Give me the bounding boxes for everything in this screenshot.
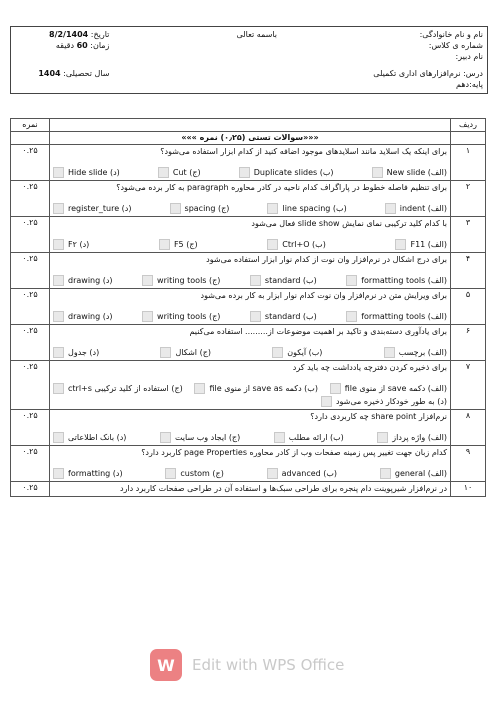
answer-options: [53, 202, 447, 215]
answer-checkbox[interactable]: [250, 311, 261, 322]
question-row: [11, 181, 486, 217]
answer-option-label: (د) F۲: [68, 240, 90, 249]
answer-checkbox[interactable]: [53, 432, 64, 443]
answer-checkbox[interactable]: [53, 275, 64, 286]
answer-option[interactable]: [267, 238, 326, 251]
question-text: برای تنظیم فاصله خطوط در پاراگراف کدام ناحیه در کادر محاوره paragraph به کار برده می‌شود؟: [116, 183, 447, 192]
grade-label: پایه:دهم: [456, 80, 483, 89]
question-cell: [50, 446, 451, 482]
answer-option[interactable]: [165, 467, 223, 480]
answer-option-label: (د) formatting: [68, 469, 123, 478]
answer-checkbox[interactable]: [250, 275, 261, 286]
answer-checkbox[interactable]: [267, 468, 278, 479]
question-score: ۰.۲۵: [11, 145, 50, 181]
answer-option-label: (ب) Ctrl+O: [282, 240, 326, 249]
answer-option-label: (ب) آیکون: [287, 348, 323, 357]
question-score: ۰.۲۵: [11, 325, 50, 361]
answer-checkbox[interactable]: [385, 203, 396, 214]
answer-option[interactable]: [160, 431, 240, 444]
answer-checkbox[interactable]: [53, 311, 64, 322]
exam-date: [49, 29, 109, 40]
answer-option[interactable]: [377, 431, 447, 444]
answer-option-label: (الف) دکمه save از منوی file: [344, 384, 447, 393]
question-number: ۹: [451, 446, 486, 482]
question-score: ۰.۲۵: [11, 289, 50, 325]
question-number: ۵: [451, 289, 486, 325]
answer-option[interactable]: [142, 274, 220, 287]
answer-option-label: (د) drawing: [68, 276, 113, 285]
name-label: نام و نام خانوادگی:: [419, 30, 483, 39]
answer-option-label: (د) register_ture: [68, 204, 132, 213]
question-number: ۱۰: [451, 482, 486, 497]
question-cell: [50, 325, 451, 361]
answer-option[interactable]: [53, 202, 131, 215]
table-header-row: [11, 119, 486, 132]
question-row: [11, 145, 486, 181]
question-text: برای یادآوری دسته‌بندی و تاکید بر اهمیت موضوعات از......... استفاده می‌کنیم: [189, 327, 447, 336]
question-score: ۰.۲۵: [11, 181, 50, 217]
date-label: تاریخ:: [90, 30, 110, 39]
answer-option[interactable]: [239, 166, 334, 179]
answer-option-label: (الف) formatting tools: [361, 312, 447, 321]
answer-option[interactable]: [53, 310, 113, 323]
answer-option-label: (ج) custom: [180, 469, 224, 478]
answer-checkbox[interactable]: [53, 203, 64, 214]
answer-option[interactable]: [384, 346, 447, 359]
answer-option[interactable]: [272, 346, 322, 359]
answer-options: [53, 467, 447, 480]
question-score: ۰.۲۵: [11, 410, 50, 446]
answer-option-label: (ج) spacing: [184, 204, 230, 213]
question-cell: [50, 361, 451, 410]
question-number: ۲: [451, 181, 486, 217]
answer-option[interactable]: [170, 202, 230, 215]
answer-checkbox[interactable]: [53, 468, 64, 479]
question-cell: [50, 217, 451, 253]
answer-checkbox[interactable]: [267, 239, 278, 250]
question-text: برای ذخیره کردن دفترچه یادداشت چه باید کرد: [292, 363, 447, 372]
answer-checkbox[interactable]: [194, 383, 205, 394]
bismillah: باسمه تعالی: [236, 30, 277, 39]
answer-option-label: (ج) استفاده از کلید ترکیبی ctrl+s: [68, 384, 183, 393]
question-score: ۰.۲۵: [11, 361, 50, 410]
question-cell: [50, 482, 451, 497]
question-score: ۰.۲۵: [11, 446, 50, 482]
answer-option-label: (ج) writing tools: [157, 276, 221, 285]
question-number: ۱: [451, 145, 486, 181]
answer-option-label: (الف) formatting tools: [361, 276, 447, 285]
exam-time: [49, 40, 109, 51]
answer-option[interactable]: [372, 166, 447, 179]
question-row: [11, 289, 486, 325]
answer-option-label: (الف) indent: [399, 204, 447, 213]
answer-option[interactable]: [158, 166, 201, 179]
answer-option-label: (ب) standard: [264, 312, 317, 321]
answer-option[interactable]: [53, 431, 126, 444]
answer-option[interactable]: [53, 467, 123, 480]
answer-option[interactable]: [380, 467, 447, 480]
answer-checkbox[interactable]: [380, 468, 391, 479]
answer-option-label: (الف) New slide: [386, 168, 447, 177]
answer-option-label: (ج) اشکال: [175, 348, 211, 357]
question-number: ۶: [451, 325, 486, 361]
question-row: [11, 410, 486, 446]
answer-option-label: (د) drawing: [68, 312, 113, 321]
answer-checkbox[interactable]: [53, 383, 64, 394]
answer-option[interactable]: [346, 310, 447, 323]
question-cell: [50, 410, 451, 446]
answer-option-label: (الف) F11: [410, 240, 447, 249]
answer-option[interactable]: [346, 274, 447, 287]
question-row: [11, 361, 486, 410]
answer-checkbox[interactable]: [160, 432, 171, 443]
question-cell: [50, 181, 451, 217]
answer-option-label: (الف) واژه پرداز: [392, 433, 447, 442]
question-text: با کدام کلید ترکیبی نمای نمایش slide show فعال می‌شود: [251, 219, 447, 228]
answer-option-label: (د) جدول: [68, 348, 100, 357]
answer-option[interactable]: [321, 395, 447, 408]
question-text: برای ویرایش متن در نرم‌افزار وان نوت کدام نوار ابزار به کار برده می‌شود: [200, 291, 447, 300]
answer-option-label: (ج) Cut: [172, 168, 201, 177]
answer-checkbox[interactable]: [372, 167, 383, 178]
answer-checkbox[interactable]: [160, 347, 171, 358]
answer-checkbox[interactable]: [53, 239, 64, 250]
answer-option-label: (ج) ایجاد وب سایت: [174, 433, 241, 442]
answer-option[interactable]: [267, 467, 337, 480]
answer-options: [53, 166, 447, 179]
year-label: سال تحصیلی:: [63, 69, 110, 78]
column-header-question: [50, 119, 451, 132]
date-value: 8/2/1404: [49, 30, 89, 39]
question-number: ۴: [451, 253, 486, 289]
answer-checkbox[interactable]: [53, 167, 64, 178]
answer-option-label: (الف) general: [394, 469, 447, 478]
wps-watermark-text: Edit with WPS Office: [192, 656, 345, 674]
answer-option[interactable]: [395, 238, 447, 251]
question-text: کدام زبان جهت تغییر پس زمینه صفحات وب از کادر محاوره page Properties کاربرد دارد؟: [141, 448, 447, 457]
answer-option[interactable]: [53, 274, 113, 287]
section-title: «««سوالات تستی (۰٫۲۵) نمره »»»: [50, 132, 451, 145]
answer-checkbox[interactable]: [346, 311, 357, 322]
answer-checkbox[interactable]: [330, 383, 341, 394]
answer-option[interactable]: [385, 202, 447, 215]
question-score: ۰.۲۵: [11, 217, 50, 253]
section-title-spacer: [11, 132, 50, 145]
answer-option[interactable]: [53, 382, 183, 395]
time-unit: دقیقه: [55, 41, 75, 50]
subject-label: درس: نرم‌افزارهای اداری تکمیلی: [373, 69, 483, 78]
answer-option[interactable]: [159, 238, 198, 251]
question-cell: [50, 145, 451, 181]
answer-option[interactable]: [53, 346, 99, 359]
answer-checkbox[interactable]: [53, 347, 64, 358]
answer-option-label: (ج) F5: [173, 240, 198, 249]
answer-checkbox[interactable]: [377, 432, 388, 443]
year-value: 1404: [38, 69, 61, 78]
answer-option[interactable]: [274, 431, 344, 444]
answer-options: [53, 382, 447, 408]
answer-option-label: (د) به طور خودکار ذخیره می‌شود: [335, 397, 447, 406]
answer-option[interactable]: [330, 382, 447, 395]
answer-checkbox[interactable]: [321, 396, 332, 407]
answer-checkbox[interactable]: [170, 203, 181, 214]
wps-watermark: [150, 648, 366, 682]
wps-logo-icon: W: [150, 649, 182, 681]
question-number: ۷: [451, 361, 486, 410]
answer-checkbox[interactable]: [142, 311, 153, 322]
question-row: [11, 482, 486, 497]
answer-checkbox[interactable]: [165, 468, 176, 479]
answer-option-label: (د) بانک اطلاعاتی: [68, 433, 127, 442]
answer-option[interactable]: [267, 202, 346, 215]
answer-option[interactable]: [160, 346, 211, 359]
time-label: زمان:: [90, 41, 110, 50]
teacher-label: نام دبیر:: [455, 52, 483, 61]
question-cell: [50, 253, 451, 289]
answer-checkbox[interactable]: [274, 432, 285, 443]
answer-option[interactable]: [142, 310, 220, 323]
question-number: ۳: [451, 217, 486, 253]
answer-option-label: (ب) Duplicate slides: [253, 168, 334, 177]
question-text: برای اینکه یک اسلاید مانند اسلایدهای موجود اضافه کنید از کدام ابزار استفاده می‌شود؟: [160, 147, 447, 156]
answer-checkbox[interactable]: [384, 347, 395, 358]
exam-header: [10, 26, 488, 94]
question-number: ۸: [451, 410, 486, 446]
answer-checkbox[interactable]: [159, 239, 170, 250]
header-exam-info: [38, 29, 110, 79]
answer-option-label: (ب) standard: [264, 276, 317, 285]
answer-option[interactable]: [53, 238, 89, 251]
section-title-spacer: [451, 132, 486, 145]
answer-option[interactable]: [194, 382, 318, 395]
question-score: ۰.۲۵: [11, 482, 50, 497]
answer-option-label: (ج) writing tools: [157, 312, 221, 321]
answer-option-label: (ب) دکمه save as از منوی file: [209, 384, 318, 393]
answer-option-label: (ب) line spacing: [282, 204, 347, 213]
question-row: [11, 253, 486, 289]
class-label: شماره ی کلاس:: [428, 41, 483, 50]
question-row: [11, 446, 486, 482]
question-text: در نرم‌افزار شیرپوینت دام پنجره برای طراحی سبک‌ها و استفاده آن در طراحی صفحات کاربرد دارد: [120, 484, 447, 493]
answer-option[interactable]: [53, 166, 120, 179]
answer-checkbox[interactable]: [142, 275, 153, 286]
answer-checkbox[interactable]: [346, 275, 357, 286]
answer-option[interactable]: [250, 274, 317, 287]
answer-options: [53, 310, 447, 323]
question-row: [11, 325, 486, 361]
question-text: نرم‌افزار share point چه کاربردی دارد؟: [310, 412, 447, 421]
answer-checkbox[interactable]: [158, 167, 169, 178]
answer-option[interactable]: [250, 310, 317, 323]
time-value: 60: [76, 41, 88, 50]
answer-options: [53, 346, 447, 359]
answer-checkbox[interactable]: [272, 347, 283, 358]
answer-options: [53, 274, 447, 287]
answer-checkbox[interactable]: [239, 167, 250, 178]
answer-options: [53, 238, 447, 251]
question-row: [11, 217, 486, 253]
answer-option-label: (ب) advanced: [281, 469, 338, 478]
answer-checkbox[interactable]: [395, 239, 406, 250]
answer-checkbox[interactable]: [267, 203, 278, 214]
school-year: [21, 68, 109, 79]
column-header-radif: ردیف: [451, 119, 486, 132]
header-student-info: [373, 29, 483, 90]
column-header-score: نمره: [11, 119, 50, 132]
questions-table: [10, 118, 486, 497]
answer-option-label: (د) Hide slide: [68, 168, 120, 177]
question-cell: [50, 289, 451, 325]
answer-options: [53, 431, 447, 444]
answer-option-label: (الف) برچسب: [398, 348, 447, 357]
question-score: ۰.۲۵: [11, 253, 50, 289]
answer-option-label: (ب) ارائه مطلب: [288, 433, 344, 442]
question-text: برای درج اشکال در نرم‌افزار وان نوت از کدام نوار ابزار استفاده می‌شود: [206, 255, 447, 264]
section-title-row: [11, 132, 486, 145]
